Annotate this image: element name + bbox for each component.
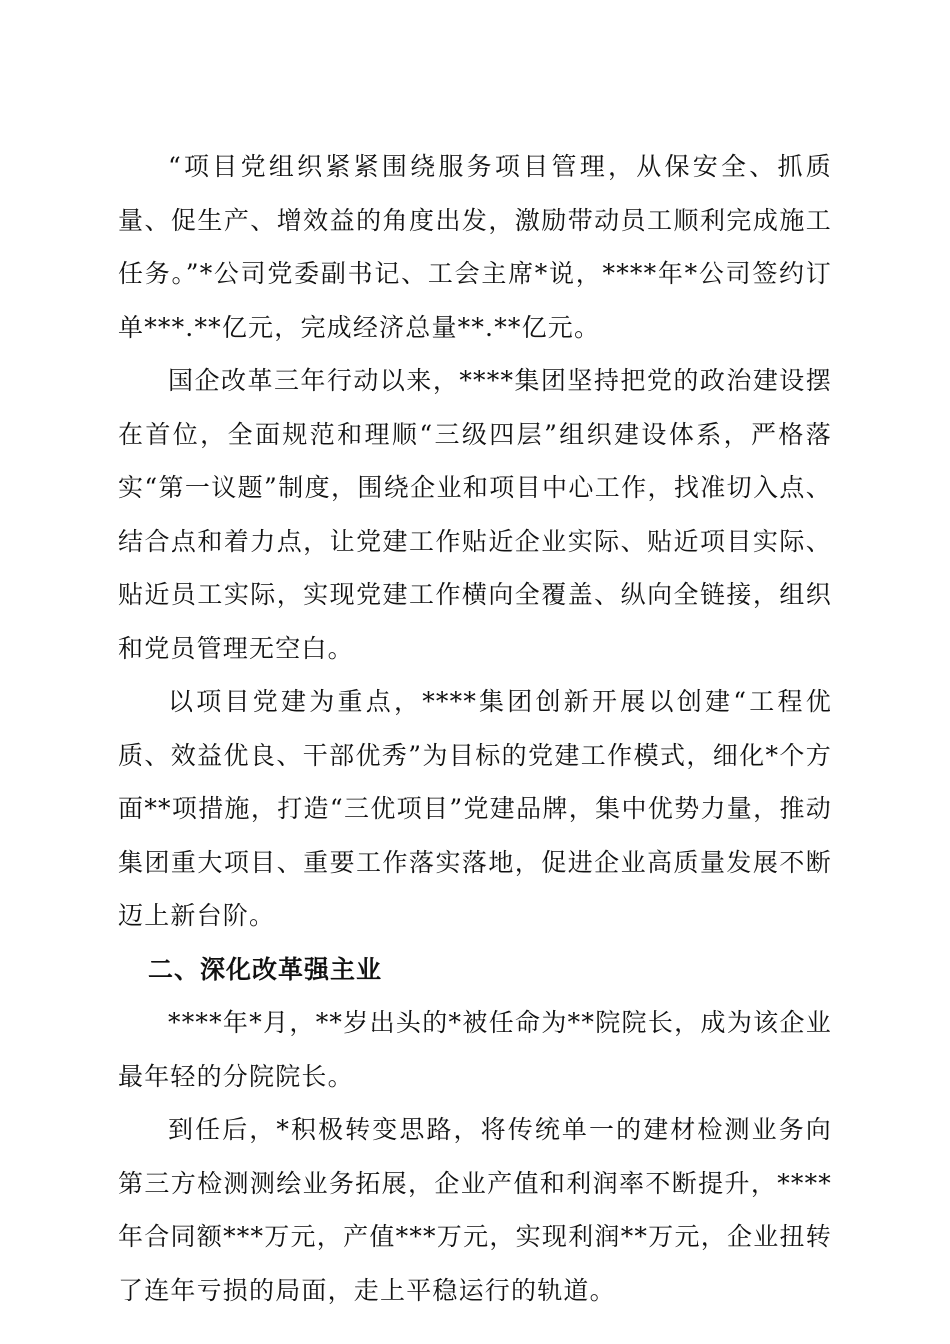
paragraph-4: ****年*月，**岁出头的*被任命为**院院长，成为该企业最年轻的分院院长。 [118, 1008, 832, 1091]
document-body [118, 140, 832, 1317]
paragraph-5: 到任后，*积极转变思路，将传统单一的建材检测业务向第三方检测测绘业务拓展，企业产值和利润率不断提升，****年合同额***万元，产值***万元，实现利润**万元，企业扭转了连年亏损的局面，走上平稳运行的轨道。 [118, 1115, 832, 1305]
section-heading: 二、深化改革强主业 [148, 954, 383, 984]
paragraph-2: 国企改革三年行动以来，****集团坚持把党的政治建设摆在首位，全面规范和理顺“三级四层”组织建设体系，严格落实“第一议题”制度，围绕企业和项目中心工作，找准切入点、结合点和着力点，让党建工作贴近企业实际、贴近项目实际、贴近员工实际，实现党建工作横向全覆盖、纵向全链接，组织和党员管理无空白。 [118, 366, 832, 663]
paragraph-3: 以项目党建为重点，****集团创新开展以创建“工程优质、效益优良、干部优秀”为目标的党建工作模式，细化*个方面**项措施，打造“三优项目”党建品牌，集中优势力量，推动集团重大项目、重要工作落实落地，促进企业高质量发展不断迈上新台阶。 [118, 687, 832, 930]
paragraph-1: “项目党组织紧紧围绕服务项目管理，从保安全、抓质量、促生产、增效益的角度出发，激励带动员工顺利完成施工任务。”*公司党委副书记、工会主席*说，****年*公司签约订单***.**亿元，完成经济总量**.**亿元。 [118, 152, 832, 342]
